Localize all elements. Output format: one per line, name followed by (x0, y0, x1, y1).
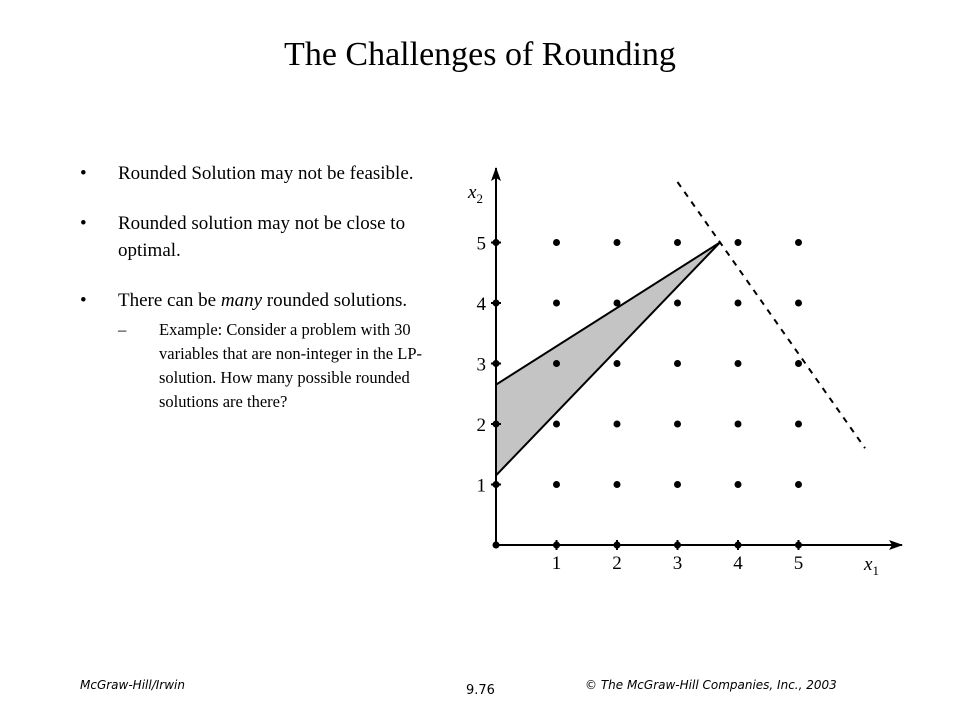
bullet-text-start: There can be (118, 290, 221, 311)
y-axis-label-subscript: 2 (476, 191, 483, 206)
x-axis-label-subscript: 1 (872, 563, 879, 578)
lattice-point (614, 481, 621, 488)
x-tick-label: 4 (733, 553, 743, 574)
lattice-point (674, 481, 681, 488)
lattice-point (553, 239, 560, 246)
lattice-point (674, 300, 681, 307)
footer-copyright: © The McGraw-Hill Companies, Inc., 2003 (585, 678, 837, 692)
lattice-point (674, 239, 681, 246)
lattice-point (614, 421, 621, 428)
y-tick-label: 1 (476, 475, 486, 497)
x-axis-label: $x_1$ (864, 554, 879, 578)
bullet-marker: • (80, 213, 87, 234)
lattice-point (674, 421, 681, 428)
lattice-point (735, 300, 742, 307)
lattice-point (795, 360, 802, 367)
y-tick-label: 5 (476, 233, 486, 255)
lattice-point (795, 421, 802, 428)
lattice-point (553, 360, 560, 367)
bullet-text: Rounded solution may not be close to optimal. (118, 213, 406, 261)
lattice-point (614, 300, 621, 307)
footer-publisher: McGraw-Hill/Irwin (80, 678, 185, 692)
x-tick-label: 5 (793, 553, 804, 574)
lattice-point (614, 239, 621, 246)
lattice-point (735, 360, 742, 367)
lattice-point (795, 239, 802, 246)
lattice-point (553, 481, 560, 488)
x-tick-label: 2 (612, 553, 622, 574)
lattice-point (735, 239, 742, 246)
bullet-text-end: rounded solutions. (262, 290, 408, 311)
bullet-text-emphasis: many (220, 290, 263, 311)
lattice-point (795, 300, 802, 307)
slide-number: 9.76 (466, 683, 495, 698)
y-tick-label: 4 (476, 294, 486, 315)
x-tick-label: 1 (551, 553, 562, 574)
lattice-point (795, 481, 802, 488)
lattice-point (674, 360, 681, 367)
slide-title: The Challenges of Rounding (284, 36, 676, 73)
bullet-text: Rounded Solution may not be feasible. (118, 163, 414, 184)
lattice-point (735, 421, 742, 428)
sub-bullet-marker: – (118, 320, 127, 339)
y-axis-label: $x_2$ (468, 182, 483, 206)
lattice-point (735, 481, 742, 488)
y-tick-label: 2 (476, 415, 486, 436)
sub-bullet-text: Example: Consider a problem with 30 variables that are non-integer in the LP-solution. How many possible rounded solutions are there? (159, 320, 422, 411)
feasible-region (496, 243, 720, 476)
x-tick-label: 3 (672, 553, 683, 574)
objective-line (678, 182, 866, 448)
lattice-point (553, 421, 560, 428)
y-tick-label: 3 (476, 354, 486, 376)
lattice-point (553, 300, 560, 307)
bullet-marker: • (80, 163, 87, 184)
lattice-point (614, 360, 621, 367)
bullet-marker: • (80, 290, 87, 311)
lattice-point (493, 542, 500, 549)
